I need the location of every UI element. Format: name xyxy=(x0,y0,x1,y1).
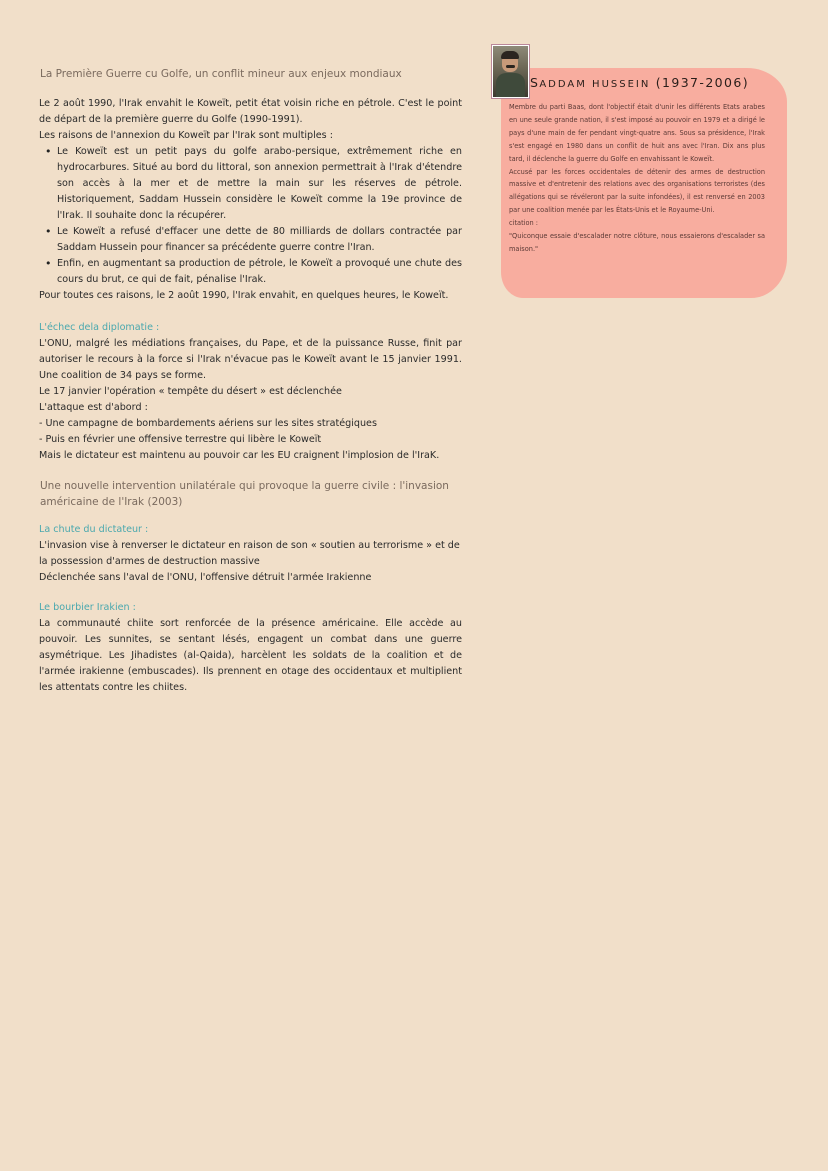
section-title-iraq-invasion: Une nouvelle intervention unilatérale qui provoque la guerre civile : l'invasion américaine de l'Irak (2003) xyxy=(40,480,449,508)
reasons-lead: Les raisons de l'annexion du Koweït par l'Irak sont multiples : xyxy=(39,130,333,141)
conclusion: Pour toutes ces raisons, le 2 août 1990, l'Irak envahit, en quelques heures, le Koweït. xyxy=(39,290,449,301)
subheading-diplomacy: L'échec dela diplomatie : xyxy=(39,322,160,333)
diplomacy-line: Mais le dictateur est maintenu au pouvoir car les EU craignent l'implosion de l'IraK. xyxy=(39,450,440,461)
diplomacy-line: - Une campagne de bombardements aériens sur les sites stratégiques xyxy=(39,418,377,429)
portrait-photo xyxy=(492,45,529,98)
quote-label: citation : xyxy=(509,219,539,228)
diplomacy-line: L'ONU, malgré les médiations françaises, du Pape, et de la puissance Russe, finit par autoriser le recours à la force si l'Irak n'évacue pas le Koweït avant le 15 janvier 1991. Une coalition de 34 pays se forme. xyxy=(39,338,462,381)
fall-line: L'invasion vise à renverser le dictateur en raison de son « soutien au terrorisme » et de la possession d'armes de destruction massive xyxy=(39,540,460,567)
list-item: • Le Koweït est un petit pays du golfe arabo-persique, extrêmement riche en hydrocarbures. Situé au bord du littoral, son annexion permettrait à l'Irak d'étendre son accès à la mer et de mettre la main sur les réserves de pétrole. Historiquement, Saddam Hussein considère le Koweït comme la 19e province de l'Irak. Il souhaite donc la récupérer. xyxy=(57,144,462,224)
list-item: • Le Koweït a refusé d'effacer une dette de 80 milliards de dollars contractée par Saddam Hussein pour financer sa précédente guerre contre l'Iran. xyxy=(57,224,462,256)
biography-title xyxy=(530,75,749,90)
bio-paragraph: Membre du parti Baas, dont l'objectif était d'unir les différents Etats arabes en une seule grande nation, il s'est imposé au pouvoir en 1979 et a dirigé le pays d'une main de fer pendant vingt-quatre ans. Sous sa présidence, l'Irak s'est engagé en 1980 dans un conflit de huit ans avec l'Iran. Dix ans plus tard, il déclenche la guerre du Golfe en envahissant le Koweït. xyxy=(509,103,765,163)
diplomacy-line: L'attaque est d'abord : xyxy=(39,402,148,413)
section-title-gulf-war: La Première Guerre cu Golfe, un conflit mineur aux enjeux mondiaux xyxy=(40,68,402,80)
fall-line: Déclenchée sans l'aval de l'ONU, l'offensive détruit l'armée Irakienne xyxy=(39,572,372,583)
quagmire-paragraph: La communauté chiite sort renforcée de la présence américaine. Elle accède au pouvoir. Les sunnites, se sentant lésés, engagent un combat dans une guerre asymétrique. Les Jihadistes (al-Qaida), harcèlent les soldats de la coalition et de l'armée irakienne (embuscades). Ils prennent en otage des occidentaux et multiplient les attentats contre les chiites. xyxy=(39,618,462,693)
biography-text xyxy=(509,101,765,256)
main-column xyxy=(39,66,462,696)
title-years: (1937-2006) xyxy=(655,75,750,90)
reasons-list xyxy=(39,144,462,288)
title-name: ADDAM HUSSEIN xyxy=(539,79,651,90)
diplomacy-line: Le 17 janvier l'opération « tempête du désert » est déclenchée xyxy=(39,386,342,397)
intro-paragraph: Le 2 août 1990, l'Irak envahit le Koweït, petit état voisin riche en pétrole. C'est le point de départ de la première guerre du Golfe (1990-1991). xyxy=(39,98,462,125)
quote: "Quiconque essaie d'escalader notre clôture, nous essaierons d'escalader sa maison." xyxy=(509,232,765,253)
subheading-quagmire: Le bourbier Irakien : xyxy=(39,602,136,613)
diplomacy-line: - Puis en février une offensive terrestre qui libère le Koweït xyxy=(39,434,322,445)
subheading-fall: La chute du dictateur : xyxy=(39,524,149,535)
title-initial: S xyxy=(530,75,540,90)
bio-paragraph: Accusé par les forces occidentales de détenir des armes de destruction massive et d'entretenir des relations avec des organisations terroristes (des allégations qui se révéleront par la suite infondées), il est renversé en 2003 par une coalition menée par les États-Unis et le Royaume-Uni. xyxy=(509,167,765,215)
list-item: • Enfin, en augmentant sa production de pétrole, le Koweït a provoqué une chute des cours du brut, ce qui de fait, pénalise l'Irak. xyxy=(57,256,462,288)
